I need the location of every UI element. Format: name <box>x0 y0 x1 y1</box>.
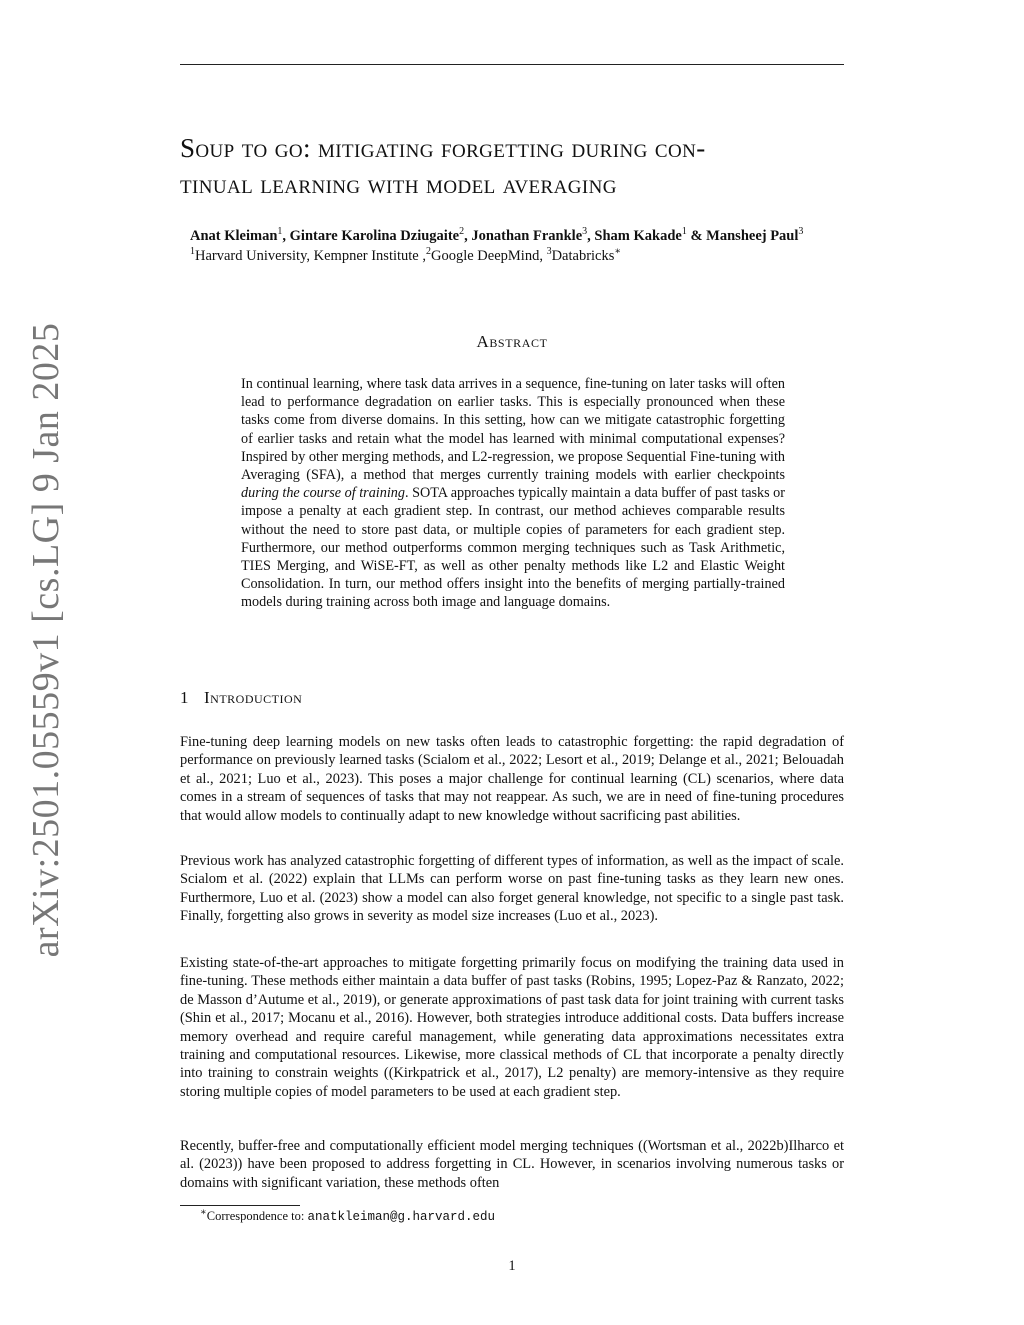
affiliation-databricks: Databricks <box>551 248 615 264</box>
correspondence-email[interactable]: anatkleiman@g.harvard.edu <box>307 1210 495 1224</box>
affiliation-harvard: Harvard University, Kempner Institute , <box>195 248 426 264</box>
affiliations <box>190 246 890 266</box>
abstract-body <box>241 375 785 612</box>
abstract-text: . SOTA approaches typically maintain a data buffer of past tasks or impose a penalty at each gradient step. In contrast, our method achieves comparable results without the need to store past data, or multiple copies of parameters for each gradient step. Furthermore, our method outperforms common merging techniques such as Task Arithmetic, TIES Merging, and WiSE-FT, as well as other penalty methods like L2 and Elastic Weight Consolidation. In turn, our method offers insight into the benefits of merging partially-trained models during training across both image and language domains. <box>241 485 785 611</box>
header-rule <box>180 64 844 65</box>
author-list <box>190 226 930 246</box>
paper-title <box>180 130 860 202</box>
intro-paragraph: Previous work has analyzed catastrophic forgetting of different types of information, as well as the impact of scale. Scialom et al. (2022) explain that LLMs can perform worse on past fine-tuning tasks as they learn new ones. Furthermore, Luo et al. (2023) show a model can also forget general knowledge, not specific to a single past task. Finally, forgetting also grows in severity as model size increases (Luo et al., 2023). <box>180 853 844 925</box>
page-number: 1 <box>508 1258 516 1274</box>
section-number: 1 <box>180 688 189 707</box>
author-separator: , <box>464 228 472 244</box>
author-affil-sup: 2 <box>459 226 465 238</box>
intro-paragraph: Recently, buffer-free and computationally efficient model merging techniques ((Wortsman et al., 2022b)Ilharco et al. (2023)) have been proposed to address forgetting in CL. However, in scenarios involving numerous tasks or domains with significant variation, these methods often <box>180 1138 844 1191</box>
author-name: Gintare Karolina Dziugaite <box>289 228 460 244</box>
affil-sup: 2 <box>426 246 431 258</box>
author-separator: & <box>686 228 707 244</box>
author-name: Anat Kleiman <box>190 228 278 244</box>
author-affil-sup: 3 <box>582 226 588 238</box>
author-affil-sup: 3 <box>798 226 804 238</box>
footnote-label: Correspondence to: <box>206 1209 308 1223</box>
section-heading <box>180 688 302 708</box>
affil-sup: 1 <box>190 246 195 258</box>
intro-paragraph: Existing state-of-the-art approaches to mitigate forgetting primarily focus on modifying the training data used in fine-tuning. These methods either maintain a data buffer of past tasks (Robins, 1995; Lopez-Paz & Ranzato, 2022; de Masson d’Autume et al., 2019), or generate approximations of past task data for joint training with current tasks (Shin et al., 2017; Mocanu et al., 2016). However, both strategies introduce additional costs. Data buffers increase memory overhead and require careful management, while generating data approximations necessitates extra training and computational resources. Likewise, more classical methods of CL that incorporate a penalty directly into training to constrain weights ((Kirkpatrick et al., 2017), L2 penalty) are memory-intensive as they require storing multiple copies of model parameters to be used at each gradient step. <box>180 955 844 1100</box>
author-separator: , <box>282 228 290 244</box>
footnote-rule <box>180 1205 300 1206</box>
author-name: Mansheej Paul <box>706 228 799 244</box>
affiliation-deepmind: Google DeepMind, <box>431 248 547 264</box>
author-affil-sup: 1 <box>681 226 687 238</box>
intro-paragraph: Fine-tuning deep learning models on new tasks often leads to catastrophic forgetting: the rapid degradation of performance on previously learned tasks (Scialom et al., 2022; Lesort et al., 2019; Delange et al., 2021; Belouadah et al., 2021; Luo et al., 2023). This poses a major challenge for continual learning (CL) scenarios, where data comes in a stream of sequences of tasks that may not reappear. As such, we are in need of fine-tuning procedures that would allow models to continually adapt to new knowledge without sacrificing past abilities. <box>180 734 844 824</box>
author-separator: , <box>587 228 595 244</box>
author-name: Sham Kakade <box>594 228 682 244</box>
author-name: Jonathan Frankle <box>471 228 583 244</box>
author-affil-sup: 1 <box>277 226 283 238</box>
abstract-heading: Abstract <box>476 332 548 351</box>
footnote-marker: ∗ <box>200 1206 207 1218</box>
footnote-marker[interactable]: ∗ <box>614 246 622 258</box>
abstract-text: In continual learning, where task data arrives in a sequence, fine-tuning on later tasks will often lead to performance degradation on earlier tasks. This is especially pronounced when these tasks come from diverse domains. In this setting, how can we mitigate catastrophic forgetting of earlier tasks and retain what the model has learned with minimal computational expenses? Inspired by other merging methods, and L2-regression, we propose Sequential Fine-tuning with Averaging (SFA), a method that merges currently training models with earlier checkpoints <box>241 376 785 484</box>
affil-sup: 3 <box>546 246 552 258</box>
title-line-2: tinual learning with model averaging <box>180 169 617 199</box>
abstract-emphasis: during the course of training <box>241 485 405 502</box>
section-title: Introduction <box>204 688 303 707</box>
arxiv-identifier[interactable]: arXiv:2501.05559v1 [cs.LG] 9 Jan 2025 <box>25 322 67 958</box>
footnote <box>200 1208 495 1225</box>
title-line-1: Soup to go: mitigating forgetting during con- <box>180 133 706 163</box>
